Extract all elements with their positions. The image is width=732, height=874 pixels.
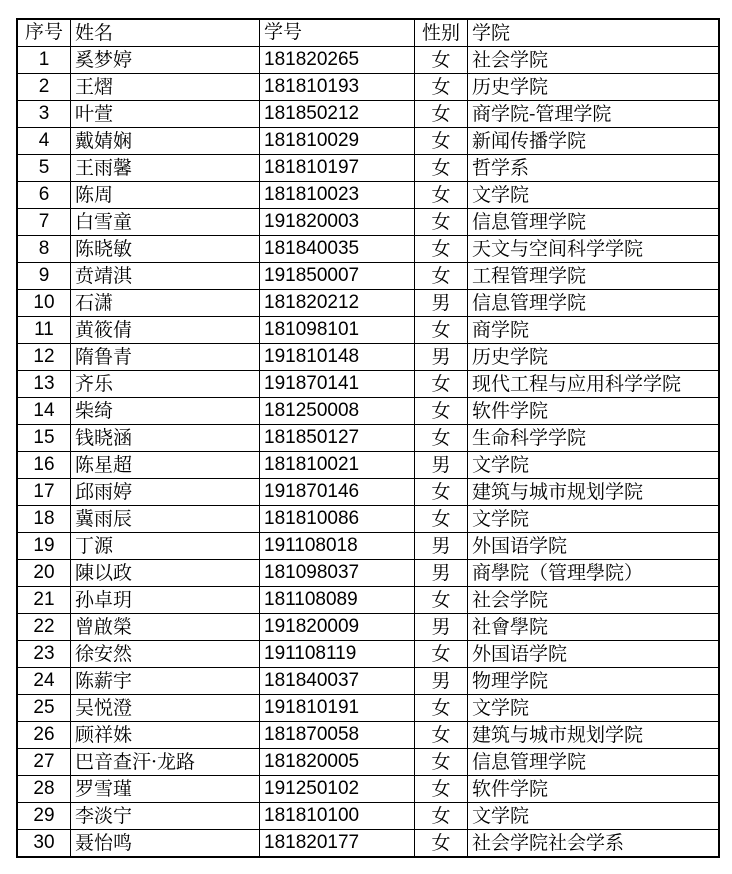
cell-student-id: 181098101 (260, 317, 415, 344)
cell-student-id: 191250102 (260, 776, 415, 803)
cell-school: 商學院（管理學院） (468, 560, 720, 587)
cell-student-id: 191820003 (260, 209, 415, 236)
cell-school: 历史学院 (468, 344, 720, 371)
cell-student-id: 191810148 (260, 344, 415, 371)
cell-student-id: 181810021 (260, 452, 415, 479)
cell-name: 巴音查汗·龙路 (71, 749, 260, 776)
cell-gender: 男 (415, 452, 468, 479)
cell-gender: 男 (415, 614, 468, 641)
table-row (17, 533, 719, 560)
cell-name: 陈星超 (71, 452, 260, 479)
cell-school: 天文与空间科学学院 (468, 236, 720, 263)
cell-school: 生命科学学院 (468, 425, 720, 452)
cell-name: 陈晓敏 (71, 236, 260, 263)
cell-name: 孙卓玥 (71, 587, 260, 614)
cell-serial-number: 5 (17, 155, 71, 182)
cell-gender: 女 (415, 236, 468, 263)
cell-gender: 男 (415, 344, 468, 371)
cell-gender: 男 (415, 560, 468, 587)
table-row (17, 263, 719, 290)
cell-school: 外国语学院 (468, 533, 720, 560)
cell-school: 文学院 (468, 695, 720, 722)
cell-name: 曾啟榮 (71, 614, 260, 641)
cell-school: 信息管理学院 (468, 290, 720, 317)
cell-student-id: 181108089 (260, 587, 415, 614)
cell-school: 文学院 (468, 506, 720, 533)
header-name: 姓名 (71, 19, 260, 47)
cell-gender: 女 (415, 155, 468, 182)
cell-serial-number: 29 (17, 803, 71, 830)
cell-name: 隋鲁青 (71, 344, 260, 371)
cell-serial-number: 9 (17, 263, 71, 290)
cell-student-id: 191870146 (260, 479, 415, 506)
cell-gender: 女 (415, 182, 468, 209)
table-row (17, 776, 719, 803)
cell-gender: 女 (415, 425, 468, 452)
cell-school: 文学院 (468, 452, 720, 479)
cell-school: 历史学院 (468, 74, 720, 101)
header-gender: 性别 (415, 19, 468, 47)
cell-serial-number: 27 (17, 749, 71, 776)
cell-serial-number: 17 (17, 479, 71, 506)
cell-school: 软件学院 (468, 776, 720, 803)
cell-serial-number: 18 (17, 506, 71, 533)
cell-serial-number: 14 (17, 398, 71, 425)
table-row (17, 614, 719, 641)
cell-student-id: 181820177 (260, 830, 415, 858)
cell-gender: 女 (415, 209, 468, 236)
cell-student-id: 181810197 (260, 155, 415, 182)
cell-gender: 男 (415, 290, 468, 317)
table-body (17, 47, 719, 858)
cell-serial-number: 30 (17, 830, 71, 858)
cell-name: 黄筱倩 (71, 317, 260, 344)
cell-student-id: 181850127 (260, 425, 415, 452)
cell-student-id: 181820212 (260, 290, 415, 317)
header-serial-number: 序号 (17, 19, 71, 47)
cell-name: 王雨馨 (71, 155, 260, 182)
cell-school: 社会学院社会学系 (468, 830, 720, 858)
cell-serial-number: 12 (17, 344, 71, 371)
cell-serial-number: 10 (17, 290, 71, 317)
cell-school: 建筑与城市规划学院 (468, 722, 720, 749)
table-row (17, 182, 719, 209)
cell-gender: 女 (415, 506, 468, 533)
cell-gender: 女 (415, 263, 468, 290)
table-row (17, 668, 719, 695)
table-row (17, 317, 719, 344)
cell-school: 软件学院 (468, 398, 720, 425)
cell-school: 商学院-管理学院 (468, 101, 720, 128)
cell-gender: 女 (415, 479, 468, 506)
cell-student-id: 181810100 (260, 803, 415, 830)
cell-gender: 女 (415, 47, 468, 74)
cell-name: 冀雨辰 (71, 506, 260, 533)
cell-serial-number: 22 (17, 614, 71, 641)
cell-serial-number: 1 (17, 47, 71, 74)
table-row (17, 128, 719, 155)
cell-student-id: 191810191 (260, 695, 415, 722)
cell-gender: 女 (415, 587, 468, 614)
cell-student-id: 191108119 (260, 641, 415, 668)
header-student-id: 学号 (260, 19, 415, 47)
cell-student-id: 191850007 (260, 263, 415, 290)
table-row (17, 641, 719, 668)
cell-serial-number: 7 (17, 209, 71, 236)
cell-serial-number: 2 (17, 74, 71, 101)
cell-gender: 女 (415, 695, 468, 722)
cell-serial-number: 8 (17, 236, 71, 263)
cell-name: 李淡宁 (71, 803, 260, 830)
cell-school: 信息管理学院 (468, 749, 720, 776)
cell-name: 徐安然 (71, 641, 260, 668)
cell-student-id: 181840037 (260, 668, 415, 695)
cell-name: 陳以政 (71, 560, 260, 587)
cell-student-id: 181850212 (260, 101, 415, 128)
cell-school: 商学院 (468, 317, 720, 344)
cell-name: 聂怡鸣 (71, 830, 260, 858)
cell-serial-number: 28 (17, 776, 71, 803)
cell-gender: 女 (415, 830, 468, 858)
table-row (17, 236, 719, 263)
cell-name: 柴绮 (71, 398, 260, 425)
cell-student-id: 181810023 (260, 182, 415, 209)
table-row (17, 47, 719, 74)
cell-name: 钱晓涵 (71, 425, 260, 452)
cell-serial-number: 16 (17, 452, 71, 479)
cell-serial-number: 4 (17, 128, 71, 155)
cell-name: 戴婧娴 (71, 128, 260, 155)
table-row (17, 425, 719, 452)
cell-student-id: 181820005 (260, 749, 415, 776)
table-row (17, 803, 719, 830)
cell-gender: 女 (415, 749, 468, 776)
table-row (17, 371, 719, 398)
table-row (17, 290, 719, 317)
cell-gender: 男 (415, 668, 468, 695)
table-row (17, 209, 719, 236)
cell-name: 奚梦婷 (71, 47, 260, 74)
cell-gender: 女 (415, 398, 468, 425)
cell-student-id: 181098037 (260, 560, 415, 587)
cell-student-id: 191820009 (260, 614, 415, 641)
cell-school: 建筑与城市规划学院 (468, 479, 720, 506)
table-row (17, 452, 719, 479)
cell-gender: 女 (415, 101, 468, 128)
table-row (17, 695, 719, 722)
cell-student-id: 191108018 (260, 533, 415, 560)
cell-school: 现代工程与应用科学学院 (468, 371, 720, 398)
table-row (17, 587, 719, 614)
cell-student-id: 191870141 (260, 371, 415, 398)
cell-name: 陈薪宇 (71, 668, 260, 695)
cell-serial-number: 26 (17, 722, 71, 749)
cell-gender: 女 (415, 641, 468, 668)
cell-student-id: 181820265 (260, 47, 415, 74)
cell-school: 文学院 (468, 182, 720, 209)
cell-gender: 女 (415, 371, 468, 398)
cell-serial-number: 24 (17, 668, 71, 695)
cell-student-id: 181250008 (260, 398, 415, 425)
cell-name: 吴悦澄 (71, 695, 260, 722)
cell-gender: 女 (415, 776, 468, 803)
header-school: 学院 (468, 19, 720, 47)
cell-name: 叶萱 (71, 101, 260, 128)
cell-student-id: 181810193 (260, 74, 415, 101)
table-row (17, 830, 719, 858)
cell-gender: 女 (415, 803, 468, 830)
cell-student-id: 181810029 (260, 128, 415, 155)
cell-name: 石潇 (71, 290, 260, 317)
cell-serial-number: 23 (17, 641, 71, 668)
cell-school: 社会学院 (468, 587, 720, 614)
table-row (17, 506, 719, 533)
cell-student-id: 181840035 (260, 236, 415, 263)
cell-serial-number: 13 (17, 371, 71, 398)
cell-serial-number: 6 (17, 182, 71, 209)
cell-name: 王熠 (71, 74, 260, 101)
cell-school: 社会学院 (468, 47, 720, 74)
cell-name: 罗雪瑾 (71, 776, 260, 803)
cell-gender: 女 (415, 317, 468, 344)
cell-school: 社會學院 (468, 614, 720, 641)
table-row (17, 749, 719, 776)
cell-name: 邱雨婷 (71, 479, 260, 506)
cell-gender: 女 (415, 128, 468, 155)
cell-school: 外国语学院 (468, 641, 720, 668)
cell-school: 工程管理学院 (468, 263, 720, 290)
cell-school: 文学院 (468, 803, 720, 830)
table-row (17, 398, 719, 425)
cell-serial-number: 25 (17, 695, 71, 722)
table-row (17, 101, 719, 128)
cell-serial-number: 20 (17, 560, 71, 587)
cell-serial-number: 11 (17, 317, 71, 344)
cell-school: 物理学院 (468, 668, 720, 695)
cell-name: 贲靖淇 (71, 263, 260, 290)
cell-name: 白雪童 (71, 209, 260, 236)
cell-serial-number: 19 (17, 533, 71, 560)
table-row (17, 155, 719, 182)
table-row (17, 479, 719, 506)
cell-gender: 女 (415, 722, 468, 749)
cell-serial-number: 15 (17, 425, 71, 452)
cell-student-id: 181810086 (260, 506, 415, 533)
cell-serial-number: 3 (17, 101, 71, 128)
student-roster-sheet (16, 18, 720, 858)
cell-name: 齐乐 (71, 371, 260, 398)
cell-gender: 男 (415, 533, 468, 560)
cell-name: 陈周 (71, 182, 260, 209)
cell-serial-number: 21 (17, 587, 71, 614)
cell-student-id: 181870058 (260, 722, 415, 749)
table-row (17, 74, 719, 101)
cell-name: 顾祥姝 (71, 722, 260, 749)
header-row (17, 19, 719, 47)
student-roster-table (16, 18, 720, 858)
table-row (17, 344, 719, 371)
cell-school: 信息管理学院 (468, 209, 720, 236)
cell-name: 丁源 (71, 533, 260, 560)
cell-gender: 女 (415, 74, 468, 101)
cell-school: 新闻传播学院 (468, 128, 720, 155)
table-row (17, 722, 719, 749)
table-row (17, 560, 719, 587)
cell-school: 哲学系 (468, 155, 720, 182)
